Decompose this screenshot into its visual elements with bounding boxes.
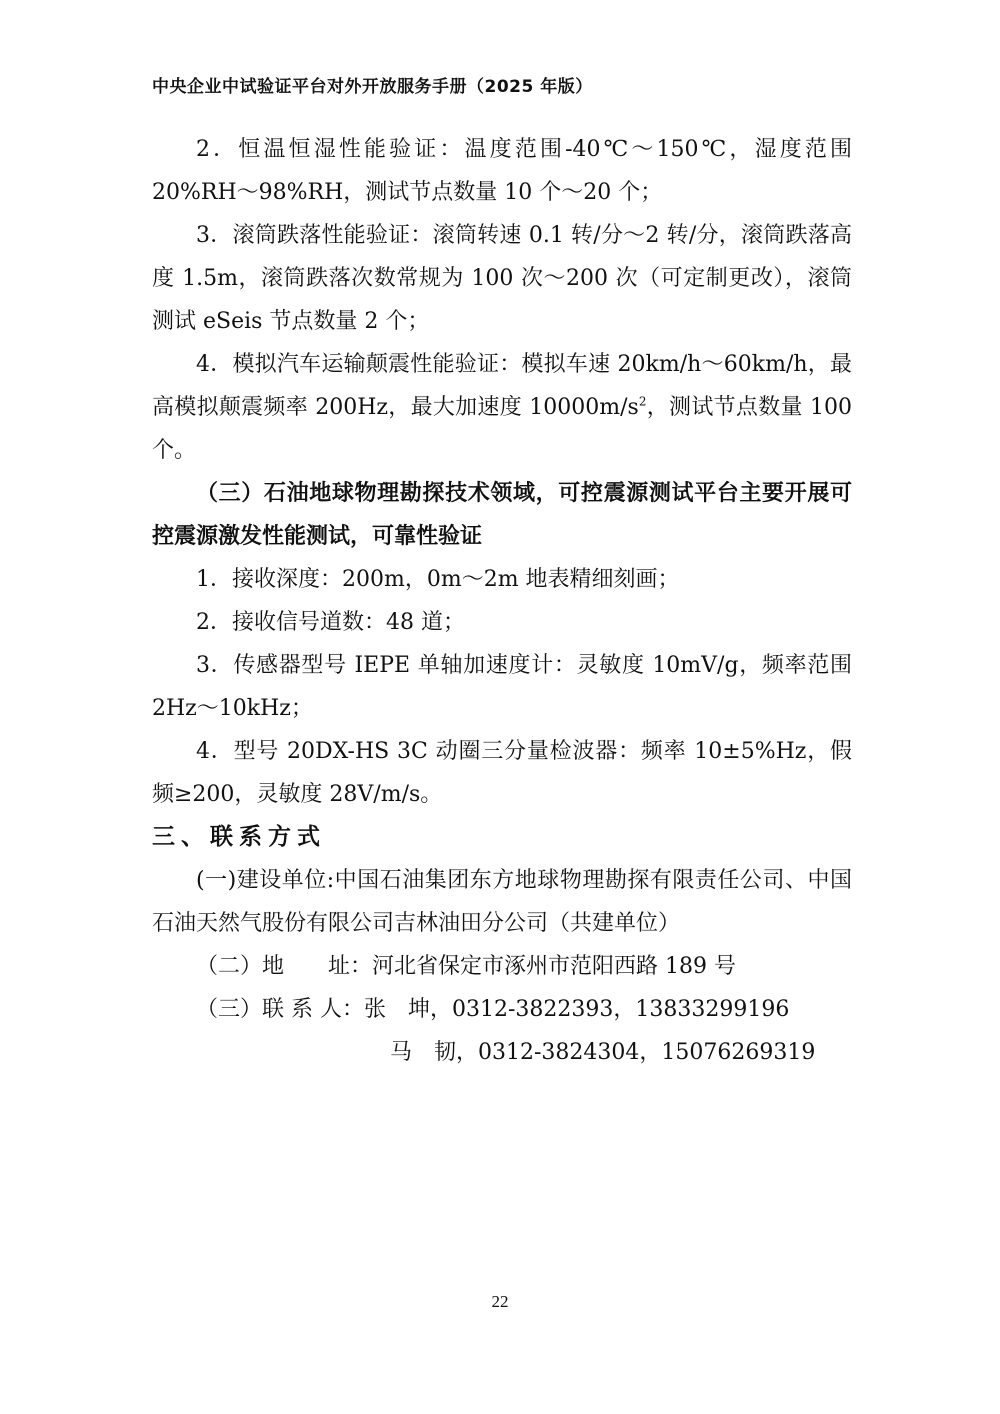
list-item: 2．恒温恒湿性能验证：温度范围-40℃～150℃，湿度范围20%RH～98%RH，测试节点数量 10 个～20 个； (152, 137, 852, 205)
section-title: 三、联系方式 (152, 824, 326, 850)
subsection-heading: （三）石油地球物理勘探技术领域，可控震源测试平台主要开展可控震源激发性能测试，可靠性验证 (152, 481, 852, 549)
list-item (152, 343, 852, 472)
list-item: 3．滚筒跌落性能验证：滚筒转速 0.1 转/分～2 转/分，滚筒跌落高度 1.5m，滚筒跌落次数常规为 100 次～200 次（可定制更改），滚筒测试 eSeis 节点数量 2 个； (152, 223, 852, 334)
item4-text: 4．模拟汽车运输颠震性能验证：模拟车速 20km/h～60km/h，最高模拟颠震频率 200Hz，最大加速度 10000m/s (152, 352, 852, 420)
document-header: 中央企业中试验证平台对外开放服务手册（2025 年版） (152, 77, 593, 97)
contact-address: （二）地 址：河北省保定市涿州市范阳西路 189 号 (196, 954, 736, 979)
page-number: 22 (491, 1292, 509, 1311)
list-item: 3．传感器型号 IEPE 单轴加速度计：灵敏度 10mV/g，频率范围2Hz～10kHz； (152, 653, 852, 721)
superscript: 2 (638, 394, 647, 409)
list-item: 4．型号 20DX-HS 3C 动圈三分量检波器：频率 10±5%Hz，假频≥200，灵敏度 28V/m/s。 (152, 739, 852, 807)
contact-unit: (一)建设单位:中国石油集团东方地球物理勘探有限责任公司、中国石油天然气股份有限公司吉林油田分公司（共建单位） (152, 868, 852, 936)
contact-person: （三）联 系 人：张 坤，0312-3822393，13833299196 (196, 997, 790, 1022)
list-item: 2．接收信号道数：48 道； (196, 610, 465, 635)
item4-text-end: ，测试节点数量 100 个。 (152, 395, 852, 463)
contact-person-second: 马 韧，0312-3824304，15076269319 (390, 1040, 816, 1065)
document-body (152, 128, 852, 1074)
list-item: 1．接收深度：200m，0m～2m 地表精细刻画； (196, 567, 680, 592)
